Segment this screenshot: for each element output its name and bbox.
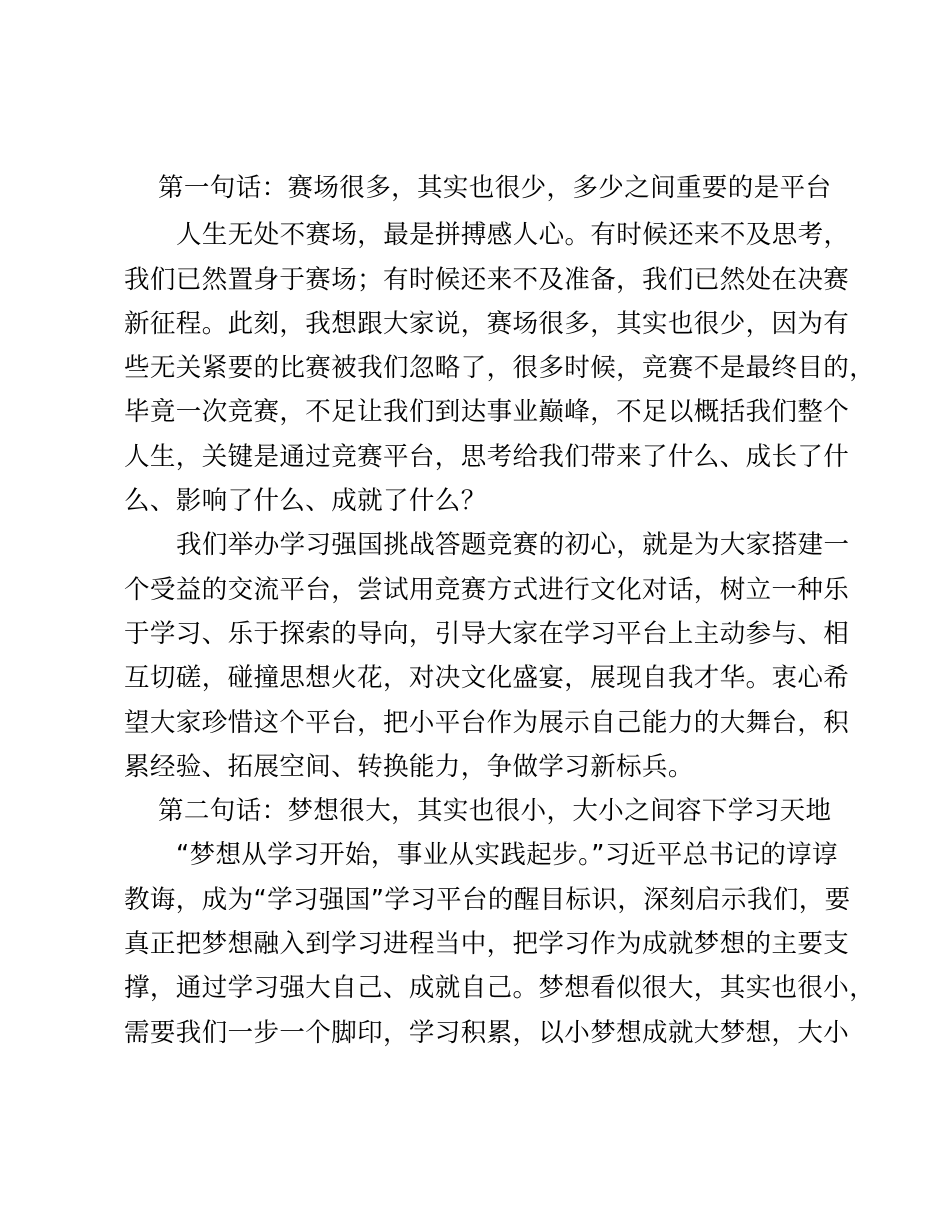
section-heading-1: 第一句话：赛场很多，其实也很少，多少之间重要的是平台 xyxy=(158,173,832,203)
text-line: 需要我们一步一个脚印，学习积累，以小梦想成就大梦想，大小 xyxy=(124,1017,850,1048)
text-line: 新征程。此刻，我想跟大家说，赛场很多，其实也很少，因为有 xyxy=(124,308,850,339)
text-line: 望大家珍惜这个平台，把小平台作为展示自己能力的大舞台，积 xyxy=(124,707,850,738)
text-line: 人生，关键是通过竞赛平台，思考给我们带来了什么、成长了什 xyxy=(124,441,850,472)
text-line: 互切磋，碰撞思想火花，对决文化盛宴，展现自我才华。衷心希 xyxy=(124,663,850,694)
document-page xyxy=(124,166,876,1055)
text-line: 个受益的交流平台，尝试用竞赛方式进行文化对话，树立一种乐 xyxy=(124,574,850,605)
text-line: 撑，通过学习强大自己、成就自己。梦想看似很大，其实也很小， xyxy=(124,973,876,1004)
text-line: 么、影响了什么、成就了什么？ xyxy=(124,486,487,517)
text-line: 人生无处不赛场，最是拼搏感人心。有时候还来不及思考， xyxy=(176,220,850,251)
text-line: 我们已然置身于赛场；有时候还来不及准备，我们已然处在决赛 xyxy=(124,264,850,295)
text-line: 于学习、乐于探索的导向，引导大家在学习平台上主动参与、相 xyxy=(124,618,850,649)
text-line: 教诲，成为“学习强国”学习平台的醒目标识，深刻启示我们，要 xyxy=(124,884,851,915)
text-line: 累经验、拓展空间、转换能力，争做学习新标兵。 xyxy=(124,751,694,782)
text-line: “梦想从学习开始，事业从实践起步。”习近平总书记的谆谆 xyxy=(176,840,838,871)
text-line: 真正把梦想融入到学习进程当中，把学习作为成就梦想的主要支 xyxy=(124,929,850,960)
text-line: 我们举办学习强国挑战答题竞赛的初心，就是为大家搭建一 xyxy=(176,530,850,561)
text-line: 些无关紧要的比赛被我们忽略了，很多时候，竞赛不是最终目的， xyxy=(124,353,876,384)
paragraph-3 xyxy=(124,833,876,1054)
paragraph-1 xyxy=(124,213,876,523)
text-line: 毕竟一次竞赛，不足让我们到达事业巅峰，不足以概括我们整个 xyxy=(124,397,850,428)
paragraph-2 xyxy=(124,523,864,789)
section-heading-2: 第二句话：梦想很大，其实也很小，大小之间容下学习天地 xyxy=(158,796,832,827)
